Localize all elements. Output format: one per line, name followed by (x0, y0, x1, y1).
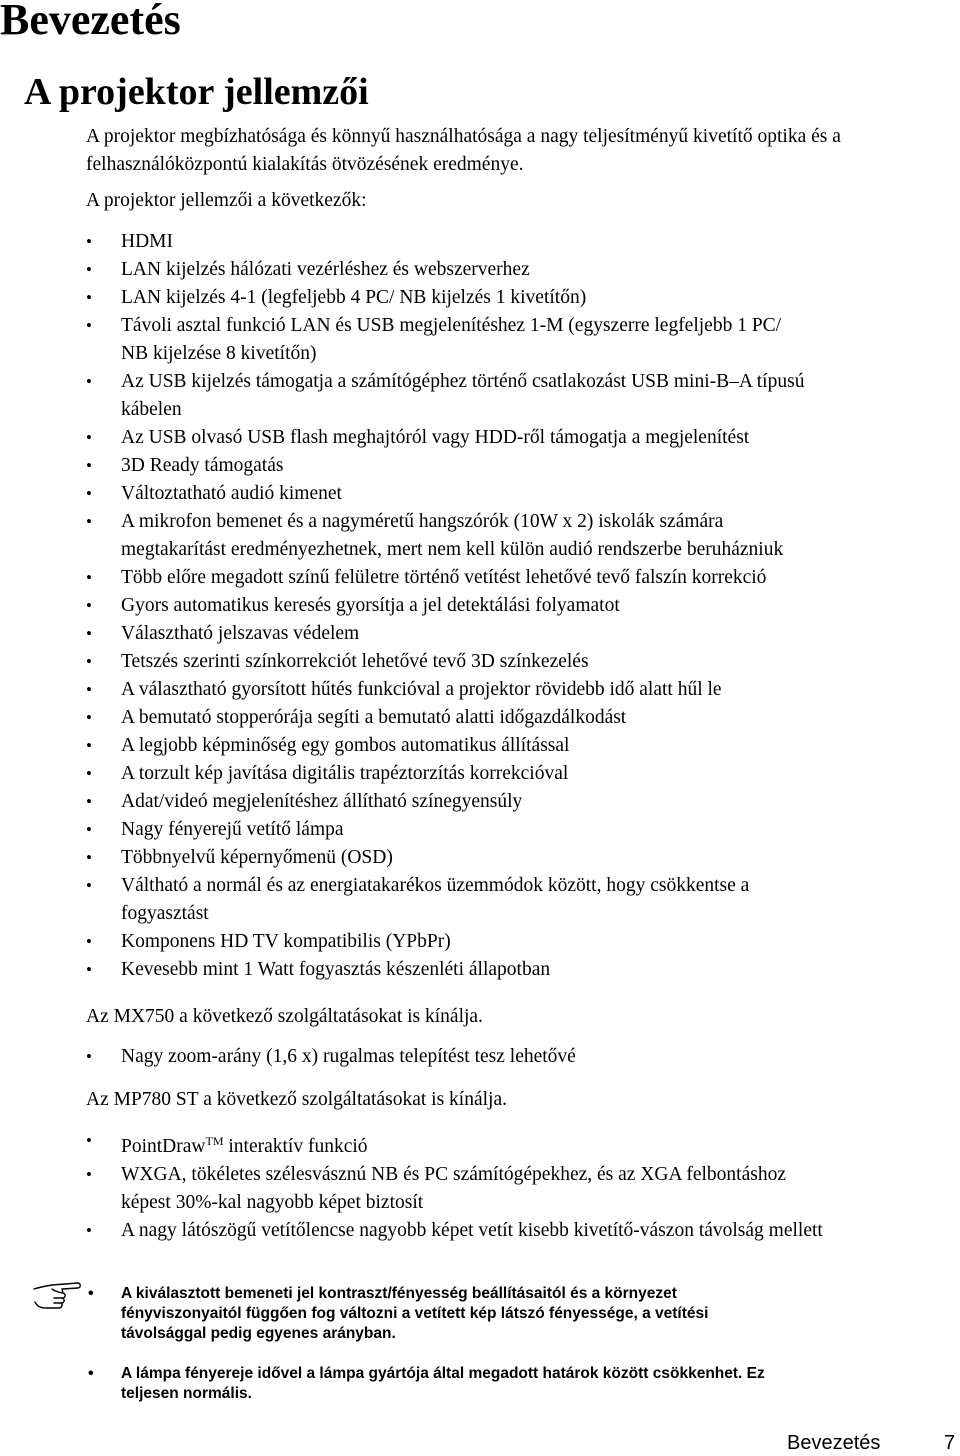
list-item: • LAN kijelzés hálózati vezérléshez és webszerverhez (86, 256, 954, 284)
bullet-icon: • (88, 1365, 94, 1382)
list-item: • 3D Ready támogatás (86, 452, 954, 480)
bullet-icon: • (86, 316, 92, 335)
bullet-icon: • (86, 848, 92, 867)
bullet-icon: • (86, 792, 92, 811)
bullet-icon: • (86, 708, 92, 727)
feature-list (86, 228, 954, 984)
list-item: • PointDraw™ interaktív funkció (86, 1127, 954, 1161)
bullet-icon: • (86, 596, 92, 615)
bullet-icon: • (86, 764, 92, 783)
note-item: • A lámpa fényereje idővel a lámpa gyártója által megadott határok között csökkenhet. Ez teljesen normális. (88, 1365, 765, 1402)
bullet-icon: • (86, 484, 92, 503)
list-item: • Nagy fényerejű vetítő lámpa (86, 816, 954, 844)
list-item: • Kevesebb mint 1 Watt fogyasztás készenléti állapotban (86, 956, 954, 984)
bullet-icon: • (86, 428, 92, 447)
mx750-feature-list (86, 1043, 954, 1071)
bullet-icon: • (86, 736, 92, 755)
list-item: • WXGA, tökéletes szélesvásznú NB és PC számítógépekhez, és az XGA felbontáshoz képest 30%-kal nagyobb képet biztosít (86, 1161, 954, 1217)
footer-section-name: Bevezetés (787, 1432, 881, 1454)
bullet-icon: • (86, 232, 92, 251)
bullet-icon: • (86, 652, 92, 671)
list-item: • Többnyelvű képernyőmenü (OSD) (86, 844, 954, 872)
list-item: • Komponens HD TV kompatibilis (YPbPr) (86, 928, 954, 956)
list-item: • Távoli asztal funkció LAN és USB megjelenítéshez 1-M (egyszerre legfeljebb 1 PC/ NB kijelzése 8 kivetítőn) (86, 312, 954, 368)
bullet-icon: • (86, 260, 92, 279)
bullet-icon: • (86, 680, 92, 699)
list-item: • HDMI (86, 228, 954, 256)
bullet-icon: • (86, 876, 92, 895)
list-item: • Nagy zoom-arány (1,6 x) rugalmas telepítést tesz lehetővé (86, 1043, 954, 1071)
bullet-icon: • (86, 1047, 92, 1066)
list-item: • A választható gyorsított hűtés funkcióval a projektor rövidebb idő alatt hűl le (86, 676, 954, 704)
trademark-mark: TM (205, 1134, 224, 1148)
bullet-icon: • (86, 1221, 92, 1240)
bullet-icon: • (86, 960, 92, 979)
bullet-icon: • (86, 624, 92, 643)
notes-list (88, 1284, 938, 1404)
list-item: • A mikrofon bemenet és a nagyméretű hangszórók (10W x 2) iskolák számára megtakarítást eredményezhetnek, mert nem kell külön audió rendszerbe beruházniuk (86, 508, 954, 564)
mp780-feature-list (86, 1127, 954, 1245)
bullet-icon: • (86, 456, 92, 475)
bullet-icon: • (86, 932, 92, 951)
list-item: • Váltható a normál és az energiatakarékos üzemmódok között, hogy csökkentse a fogyasztást (86, 872, 954, 928)
bullet-icon: • (86, 820, 92, 839)
note-hand-icon (32, 1280, 82, 1310)
bullet-icon: • (86, 1165, 92, 1184)
bullet-icon: • (86, 512, 92, 531)
list-item: • Adat/videó megjelenítéshez állítható színegyensúly (86, 788, 954, 816)
list-item: • Választható jelszavas védelem (86, 620, 954, 648)
list-item: • Változtatható audió kimenet (86, 480, 954, 508)
note-item: • A kiválasztott bemeneti jel kontraszt/fényesség beállításaitól és a környezet fényviszonyaitól függően fog változni a vetített kép látszó fényessége, a vetítési távolsággal pedig egyenes arányban. (88, 1285, 709, 1342)
chapter-title: Bevezetés (0, 0, 181, 44)
bullet-icon: • (86, 1131, 92, 1150)
mx750-intro: Az MX750 a következő szolgáltatásokat is kínálja. (86, 1006, 483, 1027)
list-item: • A nagy látószögű vetítőlencse nagyobb képet vetít kisebb kivetítő-vászon távolság mellett (86, 1217, 954, 1245)
list-item: • A torzult kép javítása digitális trapéztorzítás korrekcióval (86, 760, 954, 788)
bullet-icon: • (86, 288, 92, 307)
list-item: • Az USB olvasó USB flash meghajtóról vagy HDD-ről támogatja a megjelenítést (86, 424, 954, 452)
page-number: 7 (944, 1432, 956, 1454)
list-item: • Több előre megadott színű felületre történő vetítést lehetővé tevő falszín korrekció (86, 564, 954, 592)
list-item: • Tetszés szerinti színkorrekciót lehetővé tevő 3D színkezelés (86, 648, 954, 676)
list-item: • Gyors automatikus keresés gyorsítja a jel detektálási folyamatot (86, 592, 954, 620)
bullet-icon: • (88, 1285, 94, 1302)
mp780-intro: Az MP780 ST a következő szolgáltatásokat is kínálja. (86, 1089, 507, 1110)
section-title: A projektor jellemzői (24, 71, 369, 113)
bullet-icon: • (86, 568, 92, 587)
bullet-icon: • (86, 372, 92, 391)
list-item: • Az USB kijelzés támogatja a számítógéphez történő csatlakozást USB mini-B–A típusú kábelen (86, 368, 954, 424)
list-item: • A legjobb képminőség egy gombos automatikus állítással (86, 732, 954, 760)
list-item: • A bemutató stopperórája segíti a bemutató alatti időgazdálkodást (86, 704, 954, 732)
intro-paragraph: A projektor megbízhatósága és könnyű használhatósága a nagy teljesítményű kivetítő optika és a felhasználóközpontú kialakítás ötvözésének eredménye. (86, 126, 841, 175)
features-intro: A projektor jellemzői a következők: (86, 190, 367, 211)
list-item: • LAN kijelzés 4-1 (legfeljebb 4 PC/ NB kijelzés 1 kivetítőn) (86, 284, 954, 312)
